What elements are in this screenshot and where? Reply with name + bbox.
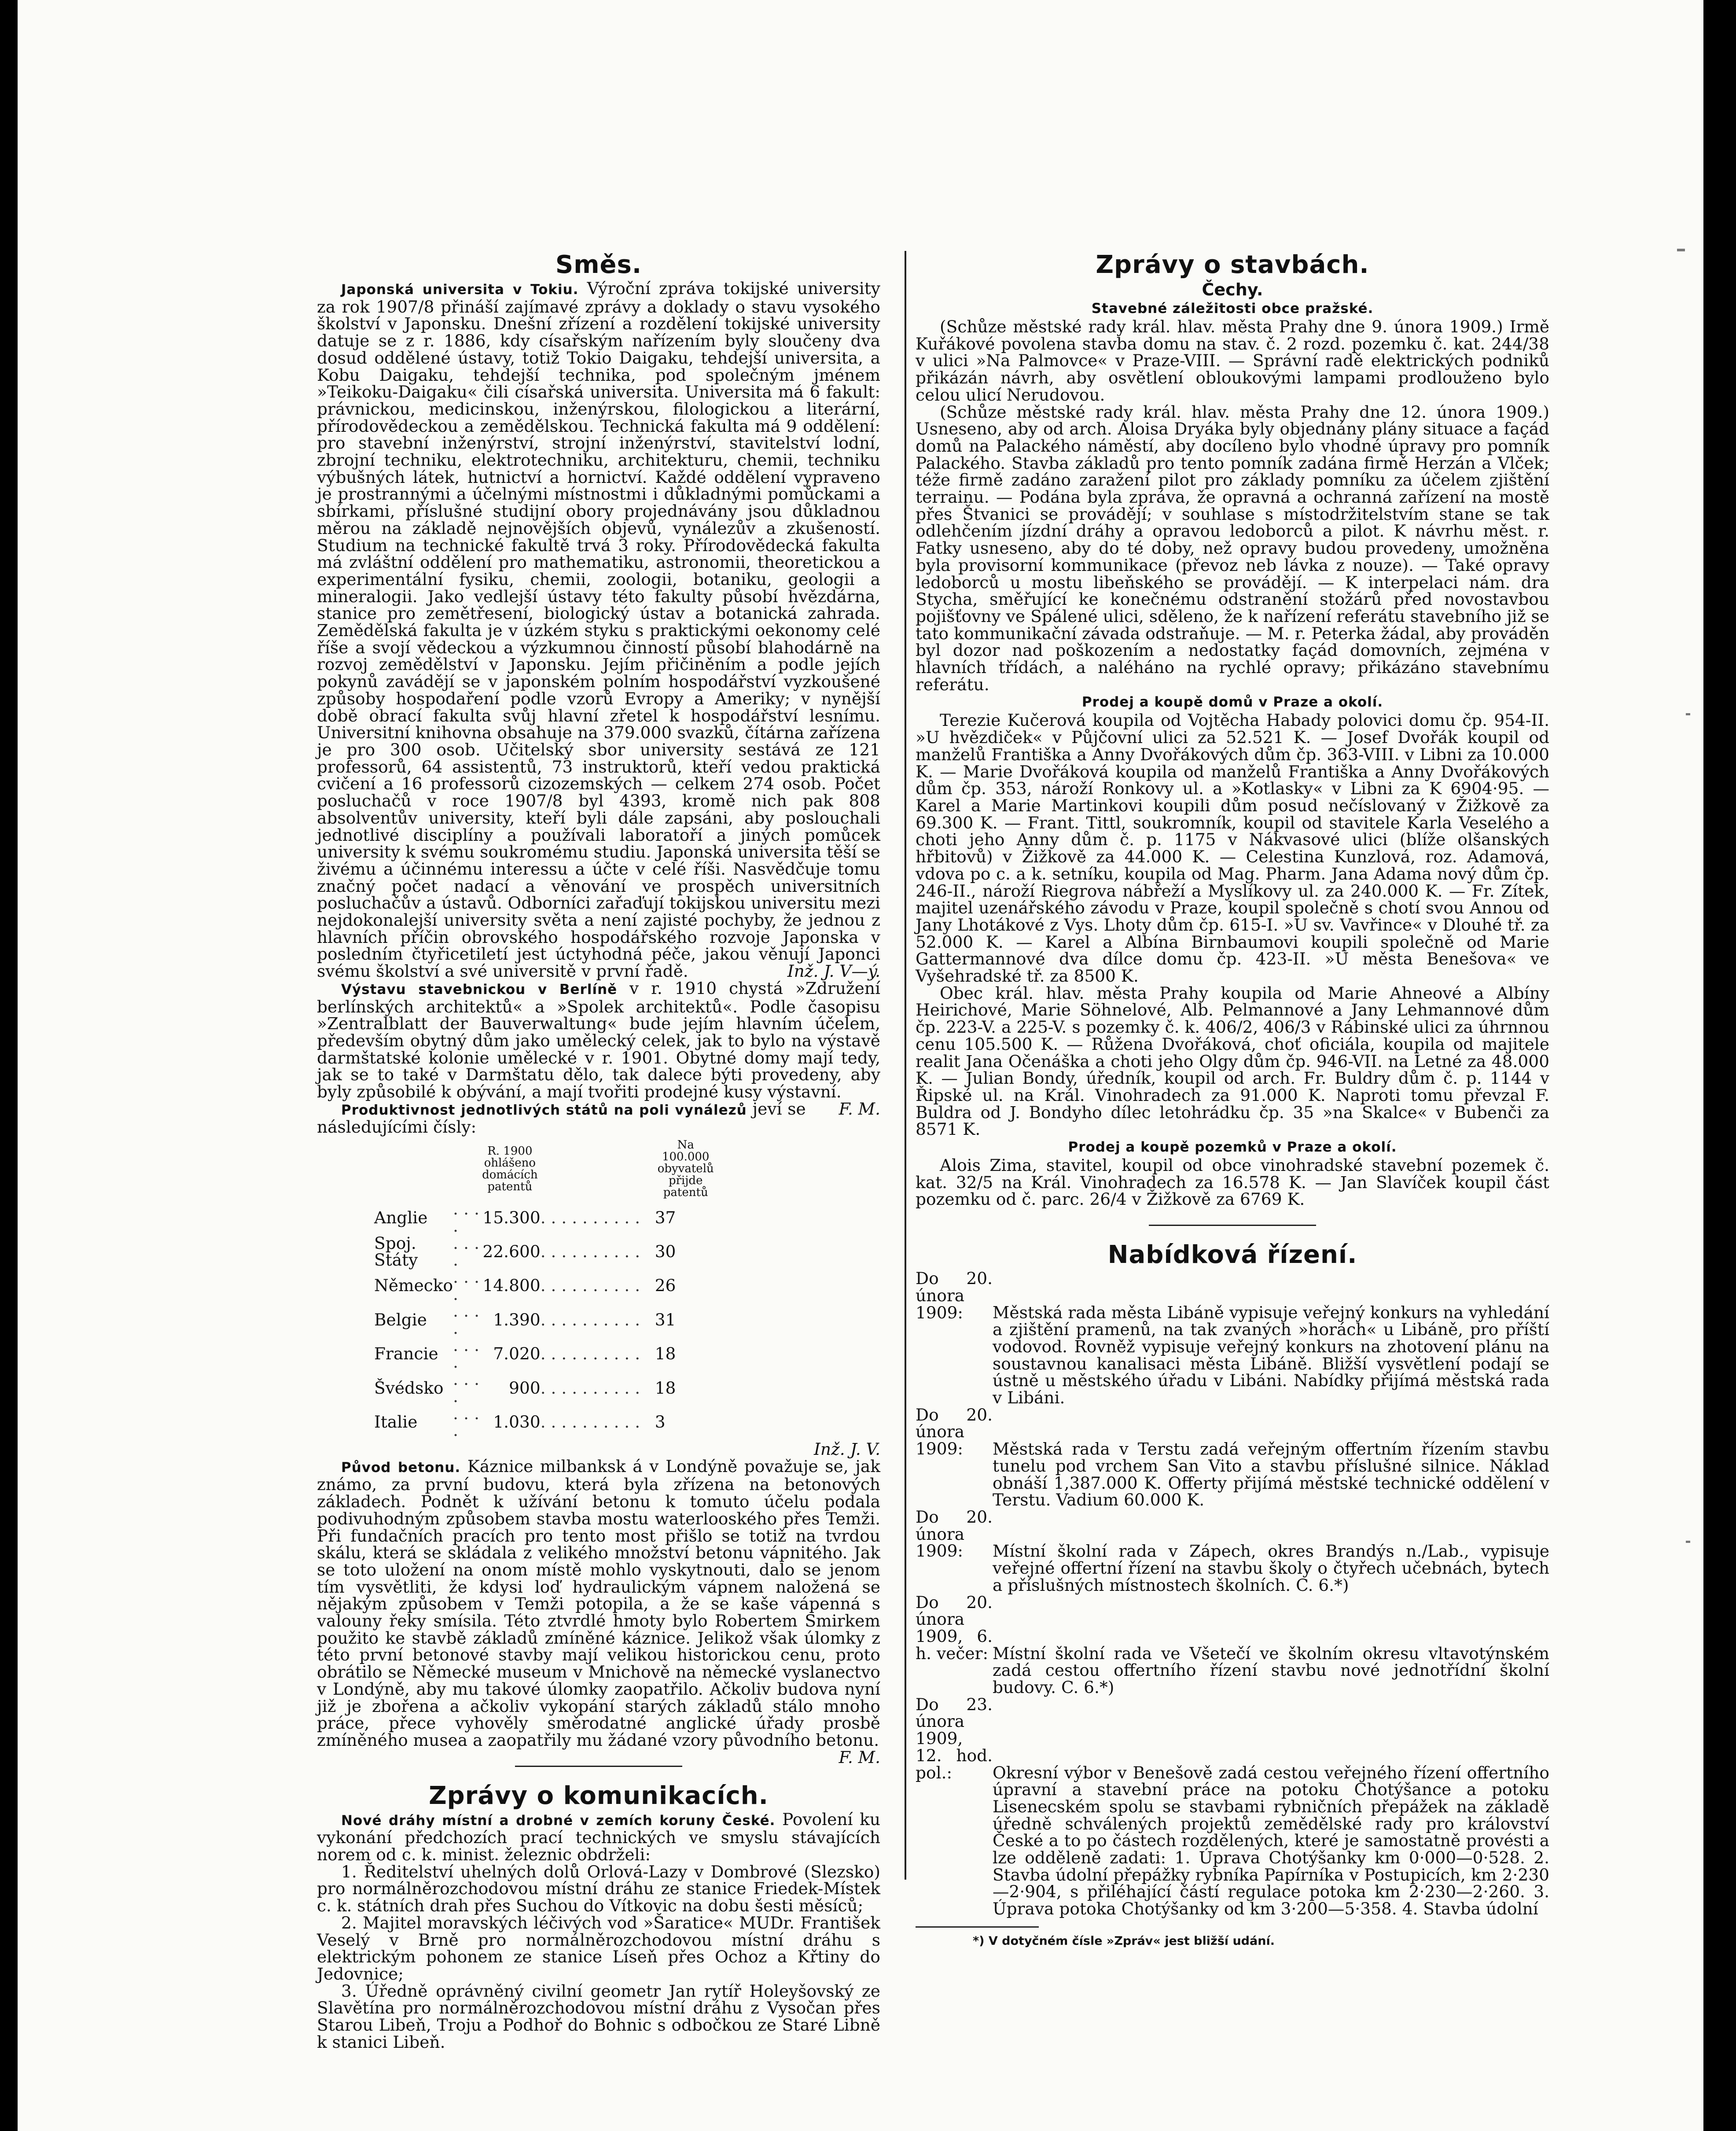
article-beton-text: Káznice milbanksk á v Londýně považuje se, jak známo, za první budovu, která byla zřízena na betonových základech. Podnět k užívání betonu k tomuto účelu podala podivuhodným způsobem stavba mostu waterlooského přes Temži. Při fundačních pracích pro tento most přišlo se totiž na tvrdou skálu, která se skládala z velikého množství betonu vápnitého. Jak se toto uložení na onom místě mohlo vyskytnouti, dalo se jenom tím vysvětliti, že kdysi loď hydraulickým vápnem naložená se nějakým způsobem v Temži potopila, a že se kaše vápenná s valouny řeky smísila. Této ztvrdlé hmoty bylo Robertem Smirkem použito ke stavbě základů zmíněné káznice. Jelikož však úlomky z této první betonové stavby mají velikou historickou cenu, proto obrátilo se Německé museum v Mnichově na německé vyslanectvo v Londýně, aby mu takové úlomky zaopatřilo. Ačkoliv budova nyní již je zbořena a ačkoliv vykopání starých základů stálo mnoho práce, přece vyhověly směrodatné anglické úřady prosbě zmíněného musea a zaopatřily mu žádané vzory původního betonu.: [317, 1456, 880, 1750]
table-cell-per: 37: [655, 1207, 676, 1227]
table-cell-country: Italie: [374, 1412, 418, 1432]
article-beton-signature: F. M.: [839, 1747, 880, 1767]
table-row: Belgie . . . . 1.390 . . . . . . . . . . 31: [374, 1303, 717, 1336]
table-row: Italie . . . . 1.030 . . . . . . . . . . 3: [374, 1405, 717, 1439]
print-speck: [1686, 713, 1690, 715]
drahy-item-1: 1. Ředitelství uhelných dolů Orlová-Lazy v Dombrové (Slezsko) pro normálněrozchodovou místní dráhu ze stanice Friedek-Místek c. k. státních drah přes Suchou do Vítkovic na dobu šesti měsíců;: [317, 1862, 880, 1916]
section-divider: [1149, 1225, 1316, 1226]
article-berlin-signature: F. M.: [839, 1099, 880, 1119]
tender-date: Do 20. února 1909:: [916, 1507, 993, 1561]
table-cell-patents: 7.020: [493, 1344, 541, 1364]
table-cell-per: 3: [655, 1412, 666, 1432]
section-divider: [515, 1766, 682, 1767]
article-drahy-text: Povolení ku vykonání předchozích prací technických ve smyslu stávajících norem od c. k. minist. železnic obdrželi:: [317, 1809, 880, 1865]
heading-komunikace: Zprávy o komunikacích.: [429, 1781, 769, 1810]
tender-date: Do 20. února 1909, 6. h. večer:: [916, 1592, 993, 1663]
heading-stavby: Zprávy o stavbách.: [1096, 250, 1369, 279]
heading-prodej-pozemku: Prodej a koupě pozemků v Praze a okolí.: [1068, 1139, 1397, 1156]
drahy-item-3: 3. Úředně oprávněný civilní geometr Jan rytíř Holeyšovský ze Slavětína pro normálněrozchodovou místní dráhu z Vysočan přes Starou Libeň, Troju a Podhoř do Bohnic s odbočkou ze Staré Libně k stanici Libeň.: [317, 1981, 880, 2052]
patents-table-signature: Inž. J. V.: [814, 1439, 880, 1459]
table-cell-patents: 15.300: [482, 1207, 541, 1227]
table-cell-country: Švédsko: [374, 1378, 444, 1398]
article-berlin-text: v r. 1910 chystá »Združení berlínských architektů« a »Spolek architektů«. Podle časopisu »Zentralblatt der Bauverwaltung« bude jejím hlavním účelem, především obytný dům jako umělecký celek, jak to bylo na výstavě darmštatské kolonie umělecké v r. 1901. Obytné domy mají tedy, jak se to také v Darmštatu dělo, tak dalece býti provedeny, aby byly způsobilé k obývání, a mají tvořiti prodejné kusy výstavní.: [317, 978, 881, 1102]
prodej-domu-paragraph-1: Terezie Kučerová koupila od Vojtěcha Habady polovici domu čp. 954-II. »U hvězdiček« v Půjčovní ulici za 52.521 K. — Josef Dvořák koupil od manželů Františka a Anny Dvořákových dům čp. 363-VIII. v Libni za 10.000 K. — Marie Dvořáková koupila od manželů Františka a Anny Dvořákových dům čp. 353, nároží Ronkovy ul. a »Kotlasky« v Libni za K 6904·95. — Karel a Marie Martinkovi koupili dům posud nečíslovaný v Žižkově za 69.300 K. — Frant. Tittl, soukromník, koupil od stavitele Karla Veselého a choti jeho Anny dům č. p. 1175 v Nákvasové ulici (blíže olšanských hřbitovů) v Žižkově za 44.000 K. — Celestina Kunzlová, roz. Adamová, vdova po c. a k. setníku, koupila od Mag. Pharm. Jana Adama nový dům čp. 246-II., nároží Riegrova nábřeží a Myslíkovy ul. za 240.000 K. — Fr. Zítek, majitel uzenářského závodu v Praze, koupil společně s chotí svou Annou od Jany Lhotákové z Vys. Lhoty dům čp. 615-I. »U sv. Vavřince« v Dlouhé tř. za 52.000 K. — Karel a Albína Birnbaumovi koupili společně od Marie Gattermannové dva dílce domu čp. 423-II. »U města Benešova« ve Vyšehradské tř. za 8500 K.: [916, 710, 1549, 986]
heading-cechy: Čechy.: [1202, 280, 1263, 299]
heading-prodej-domu: Prodej a koupě domů v Praze a okolí.: [1081, 694, 1383, 710]
left-column: [317, 250, 881, 2052]
table-row: Anglie . . . . 15.300 . . . . . . . . . . 37: [374, 1200, 717, 1234]
tender-entry: [916, 1406, 1549, 1509]
prodej-pozemku-paragraph: Alois Zima, stavitel, koupil od obce vinohradské stavební pozemek č. kat. 32/5 na Král. Vinohradech za 16.578 K. — Jan Slavíček koupil část pozemku od č. parc. 26/4 v Žižkově za 6769 K.: [916, 1156, 1549, 1209]
article-patents-text: jeví se následujícími čísly:: [317, 1099, 806, 1137]
table-row: Švédsko . . . . 900 . . . . . . . . . . 18: [374, 1371, 717, 1405]
heading-obec-prazska: Stavebné záležitosti obce pražské.: [1091, 301, 1374, 317]
rada-paragraph-2: (Schůze městské rady král. hlav. města Prahy dne 12. února 1909.) Usneseno, aby od arch. Aloisa Dryáka byly objednány plány situace a façád domů na Palackého náměstí, aby docíleno bylo vhodné úpravy pro pomník Palackého. Stavba základů pro tento pomník zadána firmě Herzán a Vlček; téže firmě zadáno zaražení pilot pro základy pomníku za účelem zjištění terrainu. — Podána byla zpráva, že opravná a ochranná zařízení na mostě přes Štvanici se provádějí; v souhlase s místodržitelstvím stane se tak odlehčením jízdní dráhy a opravou ledoborců a pilot. K návrhu měst. r. Fatky usneseno, aby do té doby, než opravy budou provedeny, umožněna byla provisorní kommunikace (převoz neb lávka z nouze). — Také opravy ledoborců u mostu libeňského se provádějí. — K interpelaci nám. dra Stycha, směřující ke konečnému odstranění stožárů před novostavbou pojišťovny ve Spálené ulici, sděleno, že k nařízení referátu stavebního již se tato kommunikační závada odstraňuje. — M. r. Peterka žádal, aby prováděn byl dozor nad poškozením a nedostatky façád domovních, zejména v hlavních třídách, a naléháno na rychlé opravy; přikázáno stavebnímu referátu.: [916, 402, 1549, 694]
tender-entry: [916, 1594, 1549, 1696]
article-patents-title: Produktivnost jednotlivých států na poli vynálezů: [341, 1102, 747, 1118]
article-beton: [317, 1456, 880, 1767]
patents-table-header-2: Na 100.000 obyvatelů přijde patentů: [657, 1138, 714, 1200]
tender-text: Městská rada města Libáně vypisuje veřejný konkurs na vyhledání a zjištění pramenů, na tak zvaných »horách« u Libáně, pro příští vodovod. Rovněž vypisuje veřejný konkurs na zhotovení plánu na soustavnou kanalisaci města Libáně. Bližší vysvětlení podají se ústně u městského úřadu v Libáni. Nabídky přijímá městská rada v Libáni.: [993, 1303, 1549, 1408]
table-cell-country: Belgie: [374, 1310, 427, 1329]
patents-table: [374, 1139, 717, 1439]
tender-entry: [916, 1509, 1549, 1594]
tender-entry: [916, 1696, 1549, 1918]
table-cell-patents: 1.030: [493, 1412, 541, 1432]
article-drahy-title: Nové dráhy místní a drobné v zemích koruny České.: [341, 1812, 776, 1829]
heading-nabidkova-rizeni: Nabídková řízení.: [1107, 1240, 1357, 1270]
table-cell-per: 31: [655, 1310, 676, 1329]
table-cell-country: Spoj. Státy: [374, 1233, 418, 1270]
table-cell-country: Anglie: [374, 1207, 428, 1227]
heading-smes: Směs.: [555, 250, 642, 279]
table-row: Spoj. Státy . . . . 22.600 . . . . . . . . . . 30: [374, 1235, 717, 1269]
footnote: *) V dotyčném čísle »Zpráv« jest bližší udání.: [973, 1934, 1275, 1948]
table-cell-per: 30: [655, 1241, 676, 1261]
article-japan-title: Japonská universita v Tokiu.: [341, 282, 579, 298]
article-beton-title: Původ betonu.: [341, 1459, 461, 1476]
tender-date: Do 20. února 1909:: [916, 1405, 993, 1459]
patents-table-header: [374, 1139, 717, 1200]
table-cell-patents: 22.600: [482, 1241, 541, 1261]
tender-date: Do 23. února 1909, 12. hod. pol.:: [916, 1694, 993, 1782]
print-speck: [1686, 1541, 1690, 1543]
tender-text: Místní školní rada v Zápech, okres Brandýs n./Lab., vypisuje veřejné offertní řízení na stavbu školy o čtyřech učebnách, bytech a příslušných místnostech školních. C. 6.*): [993, 1541, 1549, 1595]
patents-table-header-1: R. 1900 ohlášeno domácích patentů: [482, 1144, 538, 1193]
footnote-divider: [916, 1926, 1039, 1928]
tender-text: Místní školní rada ve Všetečí ve školním okresu vltavotýnském zadá cestou offertního řízení stavbu nové jednotřídní školní budovy. C. 6.*): [993, 1643, 1549, 1697]
prodej-domu-paragraph-2: Obec král. hlav. města Prahy koupila od Marie Ahneové a Albíny Heirichové, Marie Söhnelové, Alb. Pelmannové a Jany Lehmannové dům čp. 223-V. a 225-V. s pozemky č. k. 406/2, 406/3 v Rábinské ulici za úhrnnou cenu 105.500 K. — Růžena Dvořáková, choť oficiála, koupila od majitele realit Jana Očenáška a choti jeho Olgy dům čp. 946-VII. na Letné za 48.000 K. — Julian Bondy, úředník, koupil od arch. Fr. Buldry dům č. p. 1144 v Řipské ul. na Král. Vinohradech za 91.000 K. Naproti tomu převzal F. Buldra od J. Bondyho dílec letohrádku čp. 35 »na Skalce« v Bubenči za 8571 K.: [916, 983, 1549, 1139]
table-row: Francie . . . . 7.020 . . . . . . . . . . 18: [374, 1337, 717, 1371]
table-cell-country: Francie: [374, 1344, 438, 1364]
rada-paragraph-1: (Schůze městské rady král. hlav. města Prahy dne 9. února 1909.) Irmě Kuřákové povolena stavba domu na stav. č. 2 rozd. pozemku č. kat. 244/38 v ulici »Na Palmovce« v Praze-VIII. — Správní radě elektrických podniků přikázán návrh, aby osvětlení obloukovými lampami prodlouženo bylo celou ulicí Nerudovou.: [916, 317, 1549, 405]
drahy-item-2: 2. Majitel moravských léčivých vod »Šaratice« MUDr. František Veselý v Brně pro normálněrozchodovou místní dráhu s elektrickým pohonem ze stanice Líseň přes Ochoz a Křtiny do Jedovnice;: [317, 1913, 880, 1984]
table-row: Německo . . . . 14.800 . . . . . . . . . . 26: [374, 1269, 717, 1303]
article-japan: [317, 280, 880, 980]
table-cell-per: 26: [655, 1276, 676, 1296]
table-cell-per: 18: [655, 1344, 676, 1364]
newspaper-page: [18, 0, 1703, 2131]
table-cell-country: Německo: [374, 1276, 453, 1296]
column-rule: [905, 251, 906, 1880]
table-cell-patents: 900: [509, 1378, 541, 1398]
table-cell-per: 18: [655, 1378, 676, 1398]
scan-edge: [1705, 0, 1736, 2131]
print-speck: [1677, 249, 1685, 251]
article-drahy: [317, 1811, 880, 1863]
article-japan-text: Výroční zpráva tokijské university za rok 1907/8 přináší zajímavé zprávy a doklady o stavu vysokého školství v Japonsku. Dnešní zřízení a rozdělení tokijské university datuje se z r. 1886, kdy císařským nařízením byly sloučeny dva dosud oddělené ústavy, totiž Tokio Daigaku, tehdejší universita, a Kobu Daigaku, tehdejší technika, pod společným jménem »Teikoku-Daigaku« čili císařská universita. Universita má 6 fakult: právnickou, medicinskou, inženýrskou, filologickou a literární, přírodovědeckou a zemědělskou. Technická fakulta má 9 oddělení: pro stavební inženýrství, strojní inženýrství, stavitelství lodní, zbrojní techniku, elektrotechniku, architekturu, chemii, techniku výbušných látek, hutnictví a hornictví. Každé oddělení vypraveno je prostrannými a účelnými místnostmi i důkladnými pomůckami a sbírkami, příslušné studijní obory projednávány jsou důkladnou měrou na základě nejnovějších objevů, vynálezův a zkušeností. Studium na technické fakultě trvá 3 roky. Přírodovědecká fakulta má zvláštní oddělení pro mathematiku, astronomii, theoretickou a experimentální fysiku, chemii, zoologii, botaniku, geologii a mineralogii. Jako vedlejší ústavy této fakulty působí hvězdárna, stanice pro zemětřesení, biologický ústav a botanická zahrada. Zemědělská fakulta je v úzkém styku s praktickými oekonomy celé říše a svojí vědeckou a výzkumnou činností působí blahodárně na rozvoj zemědělství v Japonsku. Jejím přičiněním a podle jejích pokynů zavádějí se v japonském polním hospodářství vyzkoušené způsoby hospodaření podle vzorů Evropy a Ameriky; v nynější době obrací fakulta svůj hlavní zřetel k hospodářství lesnímu. Universitní knihovna obsahuje na 379.000 svazků, čítárna zařízena je pro 300 osob. Učitelský sbor university sestává ze 121 professorů, 64 assistentů, 73 instruktorů, kteří vedou praktická cvičení a 16 professorů cizozemských — celkem 274 osob. Počet posluchačů v roce 1907/8 byl 4393, kromě nich pak 808 absolventův university, kteří byli dále zapsáni, aby poslouchali jednotlivé disciplíny a používali laboratoří a jiných pomůcek university k svému soukromému studiu. Japonská universita těší se živému a účinnému interessu a účte v celé říši. Nasvědčuje tomu značný počet nadací a věnování ve prospěch universitních posluchačův a ústavů. Odborníci zařaďují tokijskou universitu mezi nejdokonalejší university světa a není zajisté pochyby, že jednou z hlavních příčin obrovského hospodářského rozvoje Japonska v posledním čtyřicetiletí jest úctyhodná péče, jakou věnují Japonci svému školství a své universitě v první řadě.: [317, 279, 880, 981]
right-column: [916, 250, 1549, 1948]
tender-text: Městská rada v Terstu zadá veřejným offertním řízením stavbu tunelu pod vrchem San Vito a stavbu příslušné silnice. Náklad obnáší 1,387.000 K. Offerty přijímá městské technické oddělení v Terstu. Vadium 60.000 K.: [993, 1439, 1549, 1510]
article-patents: [317, 1100, 880, 1136]
table-cell-patents: 1.390: [493, 1310, 541, 1329]
table-cell-patents: 14.800: [482, 1276, 541, 1296]
tender-entry: [916, 1270, 1549, 1406]
tender-date: Do 20. února 1909:: [916, 1269, 993, 1322]
tender-text: Okresní výbor v Benešově zadá cestou veřejného řízení offertního úpravní a stavební práce na potoku Chotýšance a potoku Lisenecském spolu se stavbami rybničních přepážek na základě úředně schválených projektů zemědělské rady pro království České a to po částech rozdělených, které je samostatně provésti a lze odděleně zadati: 1. Úprava Chotýšanky km 0·000—0·528. 2. Stavba údolní přepážky rybníka Papírníka v Postupicích, km 2·230—2·904, s přiléhající částí regulace potoka km 2·230—2·260. 3. Úprava potoka Chotýšanky od km 3·200—5·358. 4. Stavba údolní: [993, 1763, 1549, 1919]
article-berlin-title: Výstavu stavebnickou v Berlíně: [341, 981, 618, 997]
article-japan-signature: Inž. J. V—ý.: [787, 961, 880, 981]
